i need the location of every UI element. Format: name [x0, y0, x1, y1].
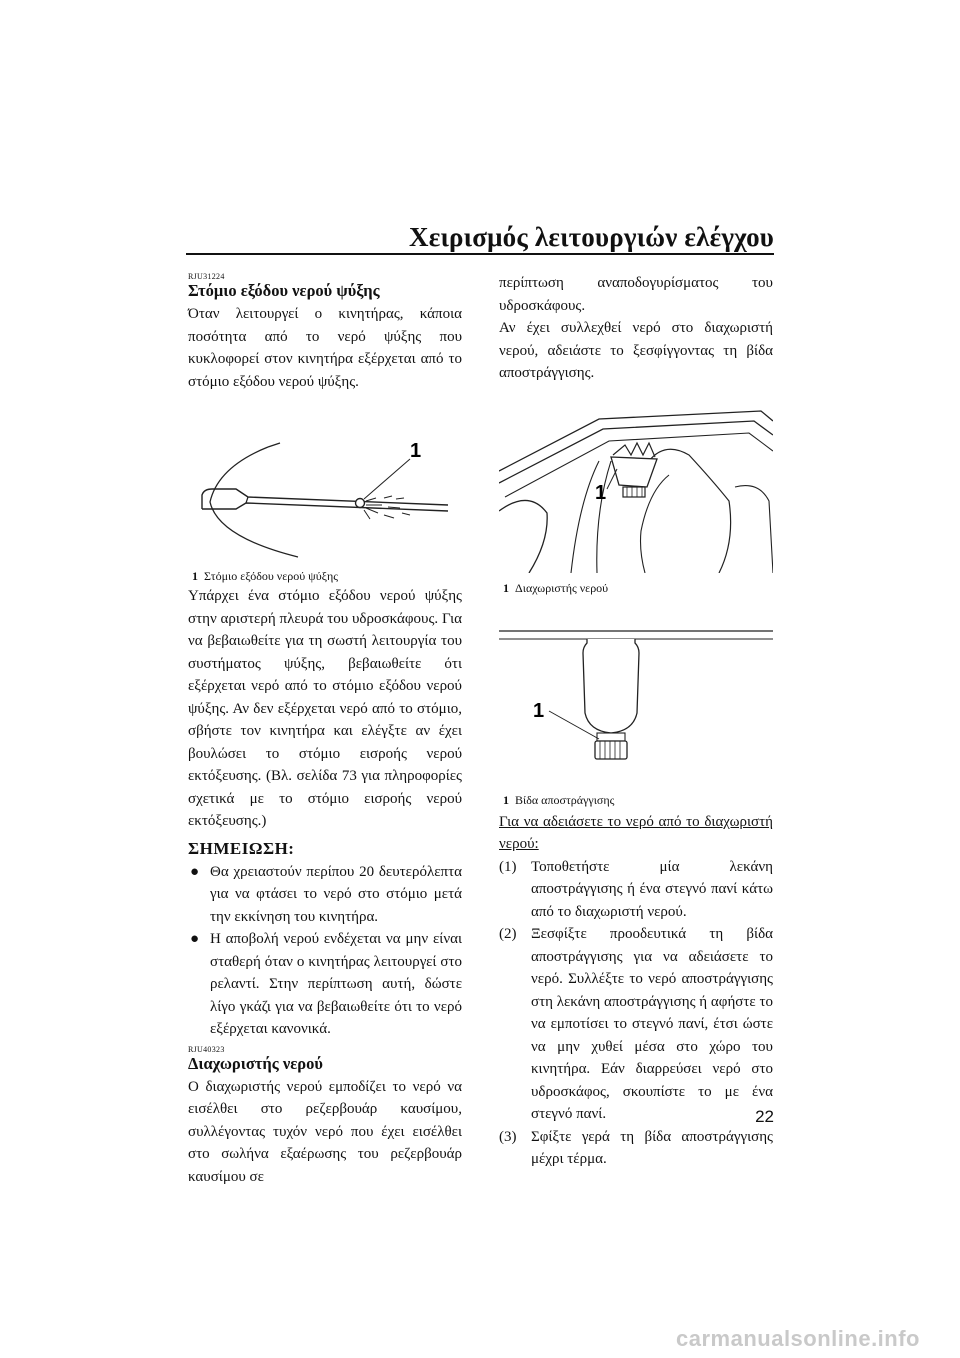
caption-text: Βίδα αποστράγγισης: [515, 792, 615, 807]
caption-text: Διαχωριστής νερού: [515, 580, 609, 595]
step-number: (1): [499, 858, 517, 875]
page-header-title: Χειρισμός λειτουργιών ελέγχου: [409, 222, 774, 252]
drain-screw-illustration: [499, 613, 773, 785]
note-item: [188, 928, 462, 1041]
paragraph: Υπάρχει ένα στόμιο εξόδου νερού ψύξης στην αριστερή πλευρά του υδροσκάφους. Για να βεβαιωθείτε για τη σωστή λειτουργία του συστήματος ψύξης, βεβαιωθείτε ότι εξέρχεται νερό από το στόμιο εξόδου νερού ψύξης. Αν δεν εξέρχεται νερό από το στόμιο, σβήστε τον κινητήρα και ελέγξτε αν έχει βουλώσει το στόμιο εισροής νερού εκτόξευσης. (Βλ. σελίδα 73 για πληροφορίες σχετικά με το στόμιο εισροής νερού εκτόξευσης.): [188, 588, 462, 829]
callout-number: 1: [410, 440, 422, 462]
page-number: 22: [755, 1107, 774, 1126]
figure-caption: [503, 580, 773, 596]
callout-number: 1: [533, 699, 545, 722]
bullet-icon: ●: [190, 931, 200, 947]
left-column: [188, 272, 462, 1188]
paragraph: Αν έχει συλλεχθεί νερό στο διαχωριστή νερού, αδειάστε το ξεσφίγγοντας τη βίδα αποστράγγισης.: [499, 320, 773, 381]
note-list: [188, 861, 462, 1041]
watermark: carmanualsonline.info: [676, 1326, 920, 1351]
cooling-outlet-illustration: [188, 397, 462, 561]
section-code: RJU31224: [188, 272, 225, 281]
figure-caption: [503, 792, 773, 808]
paragraph: Ο διαχωριστής νερού εμποδίζει το νερό να εισέλθει στο ρεζερβουάρ καυσίμου, συλλέγοντας τυχόν νερό που έχει εισέλθει στο σωλήνα εξαέρωσης του ρεζερβουάρ καυσίμου σε: [188, 1078, 462, 1185]
caption-number: 1: [503, 580, 509, 595]
header-rule: [186, 253, 774, 255]
step-number: (2): [499, 926, 517, 942]
caption-number: 1: [503, 792, 509, 807]
figure-caption: [192, 568, 462, 584]
step-number: (3): [499, 1128, 517, 1145]
section-code: RJU40323: [188, 1044, 225, 1054]
note-text: Θα χρειαστούν περίπου 20 δευτερόλεπτα για να φτάσει το νερό στο στόμιο μετά την εκκίνηση του κινητήρα.: [210, 863, 462, 925]
procedure-step: [499, 923, 773, 1126]
procedure-steps: [499, 856, 773, 1171]
bullet-icon: ●: [190, 863, 200, 880]
paragraph: Όταν λειτουργεί ο κινητήρας, κάποια ποσότητα από το νερό ψύξης που κυκλοφορεί στον κινητήρα εξέρχεται από το στόμιο εξόδου νερού ψύξης.: [188, 306, 462, 390]
figure-cooling-outlet: [188, 397, 462, 583]
section-heading: Στόμιο εξόδου νερού ψύξης: [188, 281, 380, 300]
step-text: Τοποθετήστε μία λεκάνη αποστράγγισης ή ένα στεγνό πανί κάτω από το διαχωριστή νερού.: [531, 858, 773, 920]
caption-number: 1: [192, 569, 198, 583]
water-separator-illustration: [499, 401, 773, 573]
note-heading: ΣΗΜΕΙΩΣΗ:: [188, 838, 295, 858]
step-text: Ξεσφίξτε προοδευτικά τη βίδα αποστράγγισης για να αδειάσετε το νερό. Συλλέξτε το νερό αποστράγγισης στη λεκάνη αποστράγγισης ή αφήστε το να εμποτίσει το στεγνό πανί, έτσι ώστε να μην χυθεί μέσα στο χώρο του κινητήρα. Εάν διαρρεύσει νερό στο υδροσκάφος, σκουπίστε το με ένα στεγνό πανί.: [531, 926, 773, 1122]
procedure-step: [499, 856, 773, 924]
procedure-title: Για να αδειάσετε το νερό από το διαχωριστή νερού:: [499, 813, 773, 852]
caption-text: Στόμιο εξόδου νερού ψύξης: [204, 569, 339, 583]
note-item: [188, 861, 462, 929]
paragraph: περίπτωση αναποδογυρίσματος του υδροσκάφους.: [499, 275, 773, 314]
callout-number: 1: [595, 481, 607, 504]
note-text: Η αποβολή νερού ενδέχεται να μην είναι σταθερή όταν ο κινητήρας λειτουργεί στο ρελαντί. Στην περίπτωση αυτή, δώστε λίγο γκάζι για να βεβαιωθείτε ότι το νερό εξέρχεται κανονικά.: [210, 931, 462, 1037]
figure-drain-screw: [499, 613, 773, 807]
figure-water-separator: [499, 401, 773, 595]
step-text: Σφίξτε γερά τη βίδα αποστράγγισης μέχρι τέρμα.: [531, 1128, 773, 1167]
procedure-step: [499, 1126, 773, 1171]
section-heading: Διαχωριστής νερού: [188, 1053, 323, 1073]
right-column: [499, 272, 773, 1171]
